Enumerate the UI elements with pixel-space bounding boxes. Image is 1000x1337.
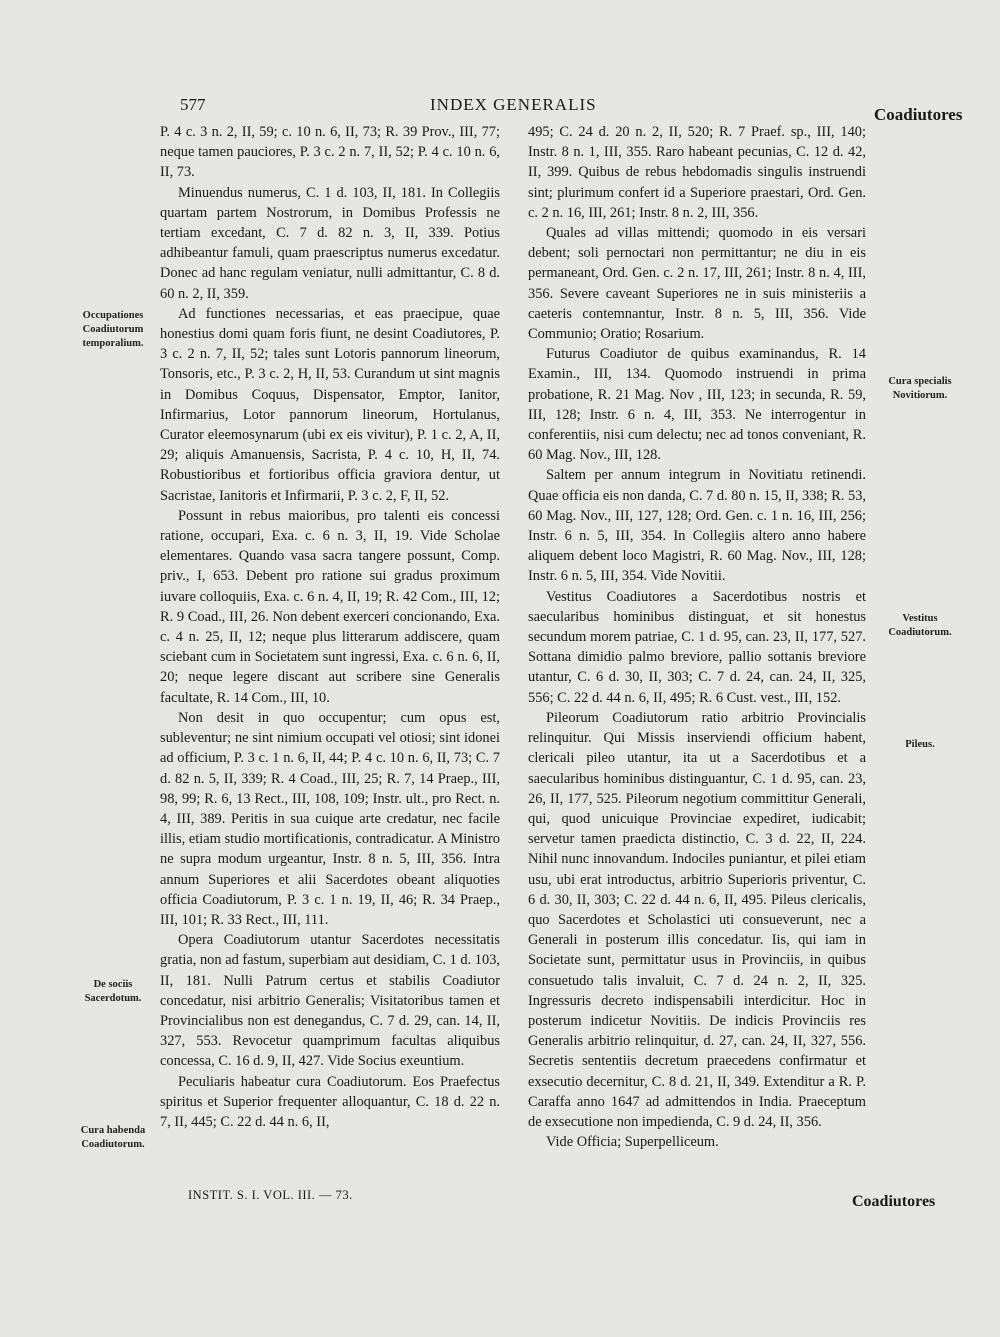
paragraph: Possunt in rebus maioribus, pro talenti eis concessi ratione, occupari, Exa. c. 6 n. 3, II, 19. Vide Scholae elementares. Quando vasa sacra tangere possunt, Comp. priv., I, 653. Debent pro ratione sui gradus proximum iuvare colloquiis, Exa. c. 6 n. 4, II, 19; R. 42 Com., III, 12; R. 9 Coad., III, 26. Non debent exerceri concionando, Exa. c. 4 n. 25, II, 12; neque plus litterarum addiscere, quam sciebant cum in Societatem sunt ingressi, Exa. c. 6 n. 6, II, 20; neque legere discant aut scribere sine Generalis facultate, R. 14 Com., III, 10. (160, 507, 500, 706)
running-word: Coadiutores (874, 105, 963, 124)
paragraph: Opera Coadiutorum utantur Sacerdotes necessitatis gratia, non ad fastum, superbiam aut desidiam, C. 1 d. 103, II, 181. Nulli Patrum certus et stabilis Coadiutor concedatur, nisi arbitrio Generalis; Visitatoribus tamen et Provincialibus non est denegandus, C. 7 d. 29, can. 14, II, 327, 553. Revocetur quamprimum facultas aliquibus concessa, C. 16 d. 9, II, 427. Vide Socius exeuntium. (160, 932, 500, 1070)
right-column (528, 122, 866, 1152)
left-column (160, 122, 500, 1132)
paragraph: P. 4 c. 3 n. 2, II, 59; c. 10 n. 6, II, 73; R. 39 Prov., III, 77; neque tamen pauciores, P. 3 c. 2 n. 7, II, 52; P. 4 c. 10 n. 6, II, 73. (160, 124, 500, 181)
signature-mark: INSTIT. S. I. VOL. III. — 73. (188, 1188, 353, 1202)
margin-note-left: Occupationes Coadiutorum temporalium. (82, 310, 144, 349)
margin-note-right: Vestitus Coadiutorum. (888, 613, 952, 638)
paragraph: Vestitus Coadiutores a Sacerdotibus nostris et saecularibus hominibus distinguat, et sit honestus secundum morem patriae, C. 1 d. 95, can. 23, II, 177, 527. Sottana dimidio palmo breviore, pallio sottanis breviore utantur, C. 6 d. 30, II, 303; C. 7 d. 24, can. 24, II, 325, 556; C. 22 d. 44 n. 6, II, 495; R. 6 Cust. vest., III, 152. (528, 588, 866, 706)
catchword: Coadiutores (852, 1193, 936, 1210)
paragraph: Futurus Coadiutor de quibus examinandus, R. 14 Examin., III, 134. Quomodo instruendi in prima probatione, R. 21 Mag. Nov , III, 123; in secunda, R. 59, III, 128; Instr. 6 n. 4, III, 353. Ne interrogentur in conferentiis, nisi cum delectu; nec ad tonos conveniant, R. 60 Mag. Nov., III, 128. (528, 346, 866, 464)
margin-note-left: De sociis Sacerdotum. (84, 979, 142, 1004)
paragraph: Peculiaris habeatur cura Coadiutorum. Eos Praefectus spiritus et Superior frequenter alloquantur, C. 18 d. 22 n. 7, II, 445; C. 22 d. 44 n. 6, II, (160, 1073, 500, 1130)
paragraph: Minuendus numerus, C. 1 d. 103, II, 181. In Collegiis quartam partem Nostrorum, in Domibus Professis ne tertiam excedant, C. 7 d. 82 n. 3, II, 339. Potius adhibeantur famuli, quam praescriptus numerus excedatur. Donec ad hanc regulam veniatur, nulli admittantur, C. 8 d. 60 n. 2, II, 359. (160, 184, 500, 302)
paragraph: Quales ad villas mittendi; quomodo in eis versari debent; soli pernoctari non permittantur; ne diu in eis permaneant, Ord. Gen. c. 2 n. 17, III, 261; Instr. 8 n. 4, III, 356. Severe caveant Superiores ne in suis ministeriis a caeteris contemnantur, Instr. 8 n. 5, III, 356. Vide Communio; Oratio; Rosarium. (528, 225, 866, 343)
paragraph: Pileorum Coadiutorum ratio arbitrio Provincialis relinquitur. Qui Missis inserviendi officium habent, clericali pileo utantur, ita ut a Sacerdotibus et a saecularibus hominibus distinguantur, C. 1 d. 95, can. 23, 26, II, 177, 525. Pileorum negotium committitur Generali, qui, quod unicuique Provinciae expediret, iudicabit; servetur tamen praedicta distinctio, C. 3 d. 22, II, 224. Nihil nunc innovandum. Indociles puniantur, et pilei etiam usu, ubi erat introductus, arbitrio Superioris priventur, C. 6 d. 30, II, 303; C. 22 d. 44 n. 6, II, 495. Pileus clericalis, quo Sacerdotes et Scholastici uti consueverunt, nec a Generali in posterum illis concedatur. Iis, qui iam in Societate sunt, permittatur usus in Provinciis, in quibus consuetudo talis invaluit, C. 7 d. 24 n. 2, II, 325. Ingressuris decreto indispensabili interdicitur. Hoc in posterum indicetur Novitiis. De indicis Provinciis res Generalis arbitrio relinquitur, d. 27, can. 24, II, 327, 556. Secretis sententiis decretum praecedens confirmatur et exsecutio decernitur, C. 8 d. 21, II, 349. Extenditur a R. P. Caraffa anno 1647 ad admittendos in India. Praeceptum de exsecutione non impedienda, C. 9 d. 24, II, 356. (528, 709, 866, 1130)
paragraph: Saltem per annum integrum in Novitiatu retinendi. Quae officia eis non danda, C. 7 d. 80 n. 15, II, 338; R. 53, 60 Mag. Nov., III, 127, 128; Ord. Gen. c. 1 n. 16, III, 256; Instr. 6 n. 5, III, 354. In Collegiis altero anno habere aliquem debent loco Magistri, R. 60 Mag. Nov., III, 128; Instr. 6 n. 5, III, 354. Vide Novitii. (528, 467, 866, 585)
paragraph: Non desit in quo occupentur; cum opus est, subleventur; ne sint nimium occupati vel otiosi; sint idonei ad officium, P. 3 c. 1 n. 6, II, 44; P. 4 c. 10 n. 6, II, 73; C. 7 d. 82 n. 5, II, 339; R. 4 Coad., III, 25; R. 7, 14 Praep., III, 98, 99; R. 6, 13 Rect., III, 108, 109; Instr. ult., pro Rect. n. 4, III, 389. Peritis in sua cuique arte credatur, nec facile illis, etiam studio mortificationis, contradicatur. A Ministro ne supra modum urgeantur, Instr. 8 n. 5, III, 356. Intra annum Superiores et alii Sacerdotes obeant aliquoties officia Coadiutorum, P. 3 c. 1 n. 19, II, 46; R. 34 Praep., III, 101; R. 33 Rect., III, 111. (160, 709, 500, 928)
paragraph: Vide Officia; Superpelliceum. (546, 1134, 719, 1151)
running-title: INDEX GENERALIS (430, 95, 597, 114)
page-number: 577 (180, 95, 206, 114)
margin-note-right: Pileus. (905, 739, 935, 750)
margin-note-right: Cura specialis Novitiorum. (888, 376, 952, 401)
paragraph: Ad functiones necessarias, et eas praecipue, quae honestius domi quam foris fiunt, ne desint Coadiutores, P. 3 c. 2 n. 7, II, 52; tales sunt Lotoris pannorum lineorum, Tonsoris, etc., P. 3 c. 2, H, II, 53. Curandum ut sint magnis in Domibus Coquus, Dispensator, Emptor, Ianitor, Infirmarius, Lotor pannorum lineorum, Hortulanus, Curator eleemosynarum (ubi ex eis vivitur), P. 1 c. 2, A, II, 29; aliquis Amanuensis, Sacrista, P. 4 c. 10, H, II, 74. Robustioribus et fortioribus officia graviora dentur, ut Sacristae, Ianitoris et Infirmarii, P. 3 c. 2, F, II, 52. (160, 305, 500, 504)
margin-note-left: Cura habenda Coadiutorum. (80, 1125, 146, 1150)
paragraph: 495; C. 24 d. 20 n. 2, II, 520; R. 7 Praef. sp., III, 140; Instr. 8 n. 1, III, 355. Raro habeant pecunias, C. 12 d. 42, II, 399. Quibus de rebus hebdomadis singulis instruendi sint; plurimum confert id a Superiore praestari, Ord. Gen. c. 2 n. 16, III, 261; Instr. 8 n. 2, III, 356. (528, 124, 866, 221)
